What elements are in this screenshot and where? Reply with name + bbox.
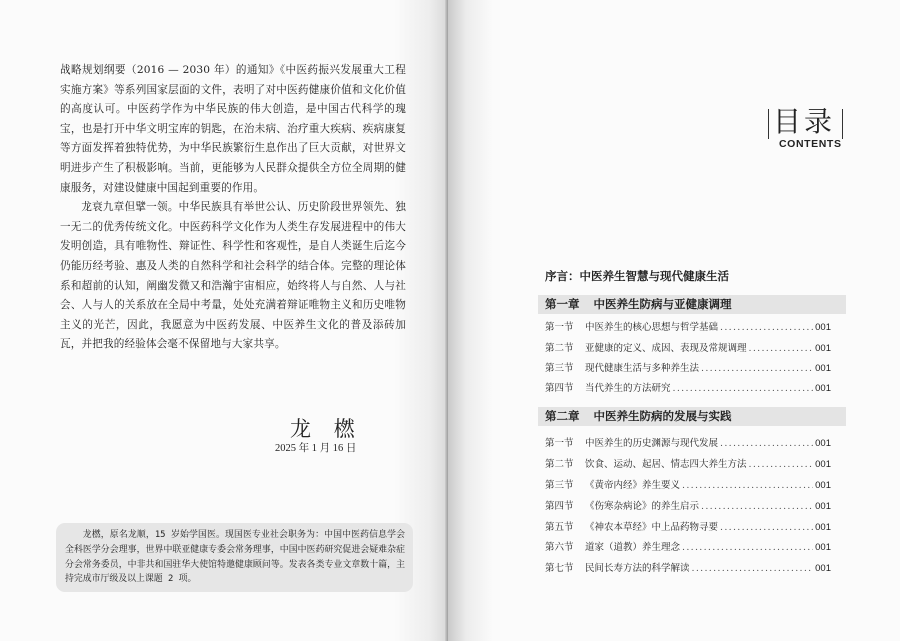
paragraph: 龙衰九章但擘一领。中华民族具有举世公认、历史阶段世界领先、独一无二的优秀传统文化。中医药科学文化作为人类生存发展进程中的伟大发明创造，具有唯物性、辩证性、科学性和客观性，是自人类诞生后迄今仍能历经考验、惠及人类的自然科学和社会科学的结合体。完整的理论体系和超前的认知，阐幽发微又和浩瀚宇宙相应，始终将人与自然、人与社会、人与人的关系放在全局中考量，处处充满着辩证唯物主义和历史唯物主义的光芒，因此，我愿意为中医药发展、中医养生文化的普及添砖加瓦，并把我的经验体会毫不保留地与大家共享。: [60, 201, 406, 351]
section-number: 第二节: [545, 459, 574, 470]
toc-entry[interactable]: [545, 562, 831, 576]
toc-preface-entry[interactable]: 序言：中医养生智慧与现代健康生活: [545, 269, 729, 283]
author-bio: 龙橪，原名龙顺，15 岁始学国医。现国医专业社会职务为：中国中医药信息学会全科医学分会理事，世界中联亚健康专委会常务理事，中国中医药研究促进会疑难杂症分会常务委员，中非共和国驻华大使馆特邀健康顾问等。发表各类专业文章数十篇，主持完成市厅级及以上课题 2 项。: [65, 530, 405, 585]
section-title: 当代养生的方法研究: [585, 383, 671, 394]
signature-date: 2025 年 1 月 16 日: [275, 443, 357, 454]
chapter-title: 中医养生防病的发展与实践: [593, 409, 732, 423]
section-title: 饮食、运动、起居、情志四大养生方法: [585, 459, 747, 470]
page-number: 001: [815, 522, 831, 533]
section-number: 第四节: [545, 383, 574, 394]
section-number: 第三节: [545, 363, 574, 374]
toc-entry[interactable]: [545, 500, 831, 514]
page-number: 001: [815, 480, 831, 491]
section-title: 《神农本草经》中上品药物寻要: [585, 522, 719, 533]
leader-dots: [692, 562, 814, 576]
chapter-title: 中医养生防病与亚健康调理: [593, 297, 732, 311]
toc-entry[interactable]: [545, 382, 831, 396]
paragraph: 战略规划纲要（2016 — 2030 年）的通知》《中医药振兴发展重大工程实施方案》等系列国家层面的文件，表明了对中医药健康价值和文化价值的高度认可。中医药学作为中华民族的伟大创造，是中国古代科学的瑰宝，也是打开中华文明宝库的钥匙，在治未病、治疗重大疾病、疾病康复等方面发挥着独特优势，为中华民族繁衍生息作出了巨大贡献，对世界文明进步产生了积极影响。当前，更能够为人民群众提供全方位全周期的健康服务，对建设健康中国起到重要的作用。: [60, 64, 406, 194]
page-number: 001: [815, 563, 831, 574]
chapter-number: 第二章: [545, 409, 580, 423]
page-number: 001: [815, 501, 831, 512]
section-title: 现代健康生活与多种养生法: [585, 363, 700, 374]
leader-dots: [682, 541, 813, 555]
leader-dots: [720, 321, 813, 335]
toc-title: 目录: [773, 105, 836, 138]
section-title: 《伤寒杂病论》的养生启示: [585, 501, 700, 512]
section-number: 第七节: [545, 563, 574, 574]
leader-dots: [749, 342, 814, 356]
leader-dots: [701, 500, 813, 514]
toc-entry[interactable]: [545, 362, 831, 376]
page-number: 001: [815, 383, 831, 394]
section-title: 道家（道教）养生理念: [585, 542, 681, 553]
section-number: 第四节: [545, 501, 574, 512]
leader-dots: [682, 479, 813, 493]
section-number: 第一节: [545, 438, 574, 449]
toc-entry[interactable]: [545, 437, 831, 451]
author-signature: 龙 橪: [290, 417, 363, 441]
chapter-number: 第一章: [545, 297, 580, 311]
page-number: 001: [815, 542, 831, 553]
toc-entry[interactable]: [545, 321, 831, 335]
chapter-heading[interactable]: [538, 295, 846, 314]
section-title: 亚健康的定义、成因、表现及常规调理: [585, 343, 747, 354]
toc-entry[interactable]: [545, 521, 831, 535]
section-title: 中医养生的核心思想与哲学基础: [585, 322, 719, 333]
preface-body: [60, 61, 406, 355]
leader-dots: [720, 521, 813, 535]
toc-entry[interactable]: [545, 458, 831, 472]
section-title: 民间长寿方法的科学解读: [585, 563, 690, 574]
page-number: 001: [815, 322, 831, 333]
leader-dots: [749, 458, 814, 472]
toc-entry[interactable]: [545, 342, 831, 356]
section-number: 第六节: [545, 542, 574, 553]
page-number: 001: [815, 343, 831, 354]
section-number: 第二节: [545, 343, 574, 354]
author-bio-box: [56, 523, 413, 592]
chapter-heading[interactable]: [538, 407, 846, 426]
page-number: 001: [815, 363, 831, 374]
leader-dots: [720, 437, 813, 451]
title-divider: [768, 109, 769, 139]
section-number: 第五节: [545, 522, 574, 533]
section-title: 《黄帝内经》养生要义: [585, 480, 681, 491]
section-number: 第一节: [545, 322, 574, 333]
leader-dots: [673, 382, 814, 396]
section-number: 第三节: [545, 480, 574, 491]
left-page: [0, 0, 448, 641]
toc-entry[interactable]: [545, 479, 831, 493]
toc-entry[interactable]: [545, 541, 831, 555]
section-title: 中医养生的历史渊源与现代发展: [585, 438, 719, 449]
leader-dots: [701, 362, 813, 376]
title-divider: [842, 109, 843, 139]
page-number: 001: [815, 438, 831, 449]
toc-subtitle: CONTENTS: [779, 138, 842, 150]
page-number: 001: [815, 459, 831, 470]
